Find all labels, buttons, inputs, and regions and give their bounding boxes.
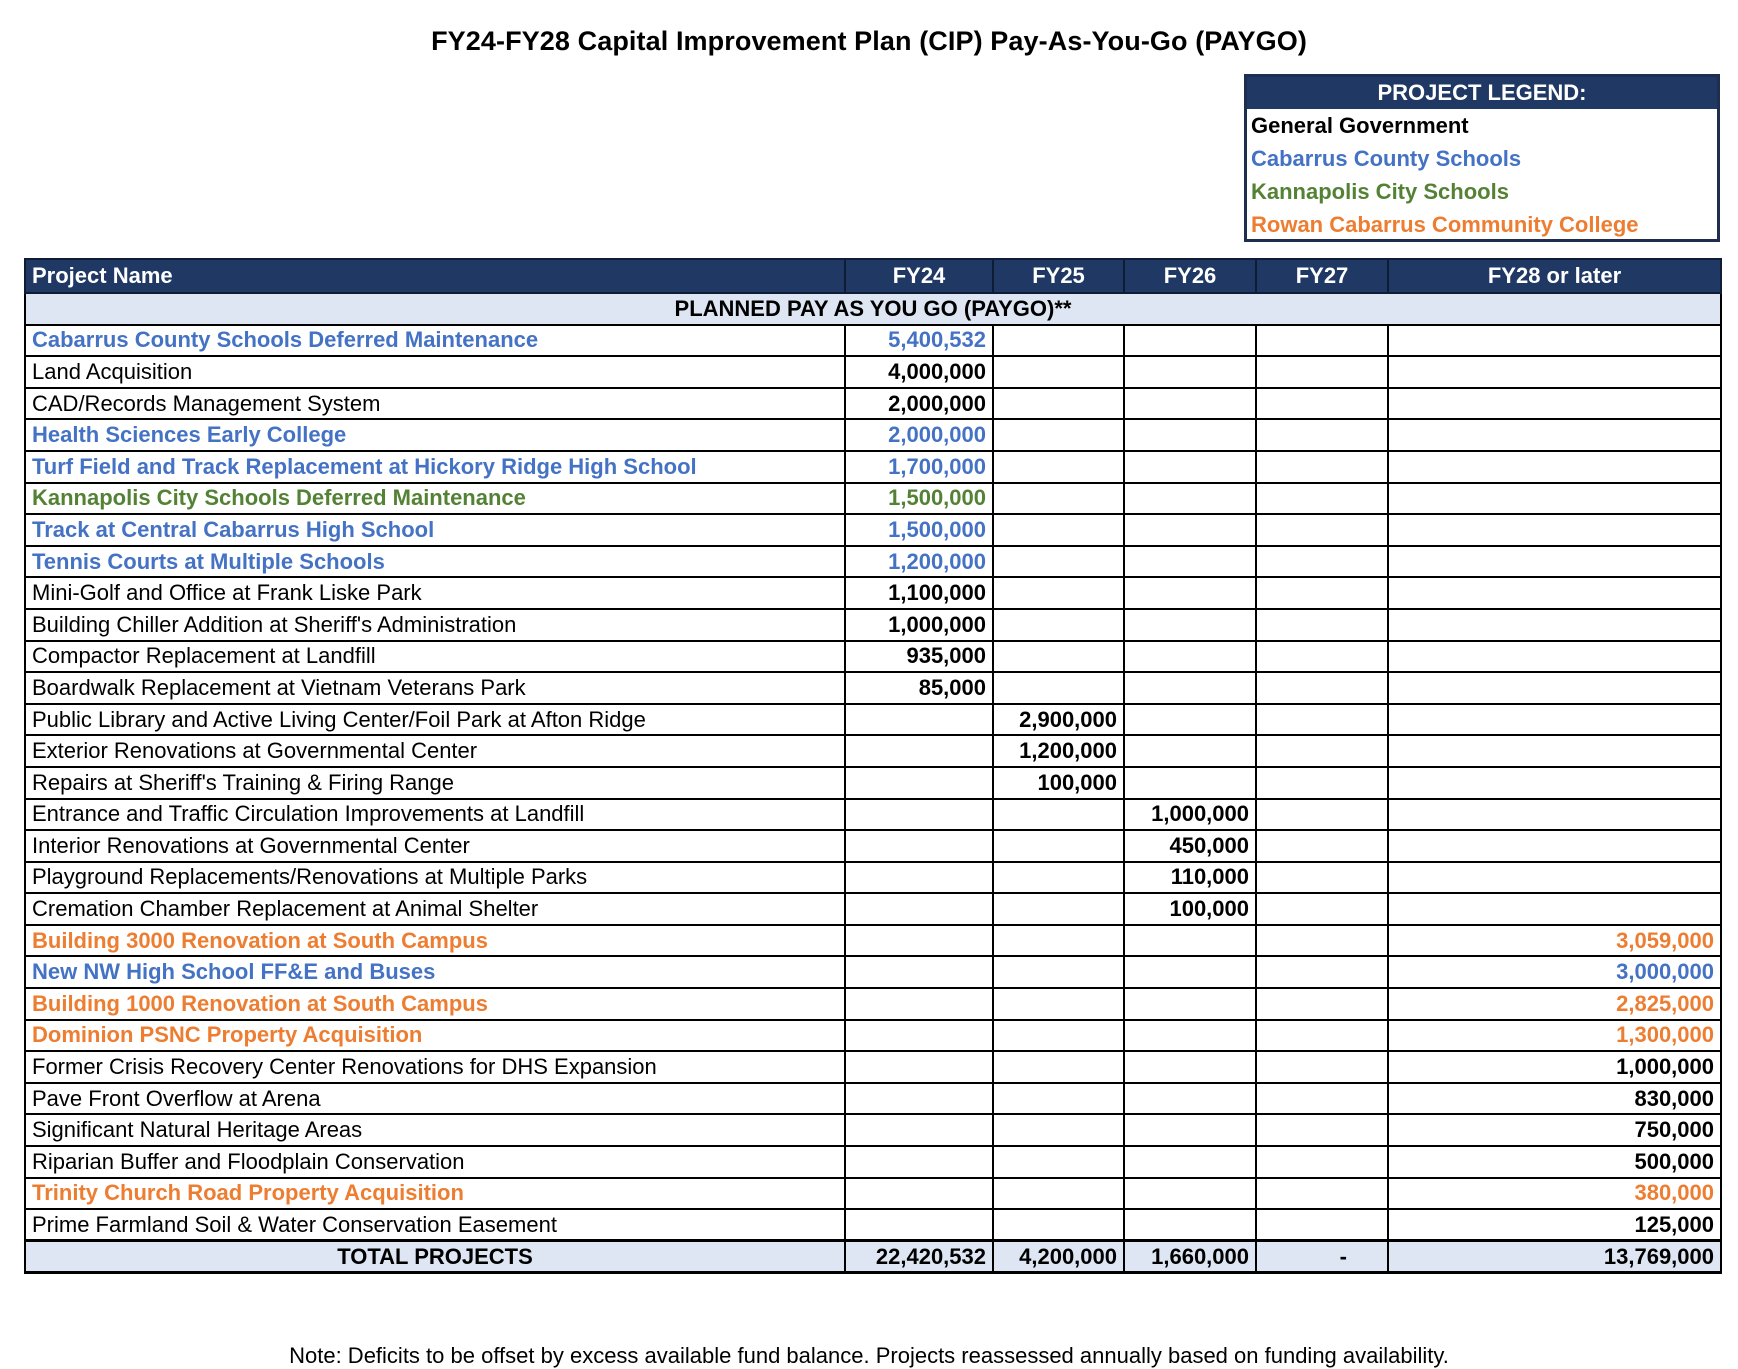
amount-cell-fy24: [845, 862, 993, 894]
amount-cell-fy25: [993, 577, 1124, 609]
amount-cell-fy27: [1256, 704, 1388, 736]
amount-cell-fy27: [1256, 325, 1388, 357]
total-fy28-or-later: 13,769,000: [1388, 1241, 1721, 1273]
amount-cell-fy28-or-later: [1388, 672, 1721, 704]
table-row: [25, 1020, 1721, 1052]
amount-cell-fy24: [845, 1114, 993, 1146]
project-name-cell: Mini-Golf and Office at Frank Liske Park: [25, 577, 845, 609]
project-legend: [1244, 74, 1720, 242]
amount-cell-fy28-or-later: 380,000: [1388, 1178, 1721, 1210]
project-name-cell: Compactor Replacement at Landfill: [25, 641, 845, 673]
project-name-cell: Significant Natural Heritage Areas: [25, 1114, 845, 1146]
total-label: TOTAL PROJECTS: [25, 1241, 845, 1273]
amount-cell-fy27: [1256, 925, 1388, 957]
amount-cell-fy25: [993, 1146, 1124, 1178]
amount-cell-fy27: [1256, 893, 1388, 925]
table-row: [25, 1083, 1721, 1115]
project-name-cell: Track at Central Cabarrus High School: [25, 514, 845, 546]
project-name-cell: Pave Front Overflow at Arena: [25, 1083, 845, 1115]
amount-cell-fy28-or-later: 3,059,000: [1388, 925, 1721, 957]
amount-cell-fy26: [1124, 1146, 1256, 1178]
amount-cell-fy28-or-later: [1388, 546, 1721, 578]
amount-cell-fy27: [1256, 419, 1388, 451]
amount-cell-fy27: [1256, 799, 1388, 831]
amount-cell-fy28-or-later: [1388, 641, 1721, 673]
total-fy24: 22,420,532: [845, 1241, 993, 1273]
amount-cell-fy27: [1256, 830, 1388, 862]
table-row: [25, 577, 1721, 609]
column-header-fy24: FY24: [845, 259, 993, 293]
amount-cell-fy25: [993, 1051, 1124, 1083]
project-name-cell: Prime Farmland Soil & Water Conservation Easement: [25, 1209, 845, 1241]
amount-cell-fy27: [1256, 514, 1388, 546]
amount-cell-fy25: [993, 419, 1124, 451]
project-name-cell: Interior Renovations at Governmental Center: [25, 830, 845, 862]
amount-cell-fy25: [993, 956, 1124, 988]
section-label: PLANNED PAY AS YOU GO (PAYGO)**: [25, 293, 1721, 325]
amount-cell-fy25: [993, 862, 1124, 894]
project-name-cell: Health Sciences Early College: [25, 419, 845, 451]
amount-cell-fy28-or-later: [1388, 356, 1721, 388]
amount-cell-fy24: [845, 1209, 993, 1241]
table-row: [25, 483, 1721, 515]
table-row: [25, 862, 1721, 894]
table-row: [25, 1051, 1721, 1083]
amount-cell-fy27: [1256, 451, 1388, 483]
amount-cell-fy28-or-later: [1388, 514, 1721, 546]
cip-table: [24, 258, 1722, 1274]
amount-cell-fy25: [993, 356, 1124, 388]
project-name-cell: Dominion PSNC Property Acquisition: [25, 1020, 845, 1052]
column-header-fy28-or-later: FY28 or later: [1388, 259, 1721, 293]
table-row: [25, 988, 1721, 1020]
amount-cell-fy27: [1256, 1051, 1388, 1083]
page-title: FY24-FY28 Capital Improvement Plan (CIP) Pay-As-You-Go (PAYGO): [431, 26, 1307, 56]
table-row: [25, 1146, 1721, 1178]
amount-cell-fy24: 1,200,000: [845, 546, 993, 578]
total-fy25: 4,200,000: [993, 1241, 1124, 1273]
project-name-cell: Repairs at Sheriff's Training & Firing Range: [25, 767, 845, 799]
amount-cell-fy26: [1124, 577, 1256, 609]
amount-cell-fy24: [845, 925, 993, 957]
project-name-cell: Trinity Church Road Property Acquisition: [25, 1178, 845, 1210]
table-row: [25, 419, 1721, 451]
project-name-cell: Turf Field and Track Replacement at Hickory Ridge High School: [25, 451, 845, 483]
amount-cell-fy24: [845, 1020, 993, 1052]
amount-cell-fy27: [1256, 1209, 1388, 1241]
amount-cell-fy26: 100,000: [1124, 893, 1256, 925]
amount-cell-fy27: [1256, 1114, 1388, 1146]
amount-cell-fy24: 1,700,000: [845, 451, 993, 483]
amount-cell-fy24: 1,000,000: [845, 609, 993, 641]
amount-cell-fy28-or-later: [1388, 830, 1721, 862]
amount-cell-fy26: 110,000: [1124, 862, 1256, 894]
column-header-project-name: Project Name: [25, 259, 845, 293]
amount-cell-fy26: [1124, 1209, 1256, 1241]
amount-cell-fy28-or-later: [1388, 704, 1721, 736]
legend-item-general-government: General Government: [1251, 113, 1469, 138]
amount-cell-fy27: [1256, 862, 1388, 894]
amount-cell-fy26: [1124, 988, 1256, 1020]
amount-cell-fy26: [1124, 325, 1256, 357]
legend-item-cabarrus-county-schools: Cabarrus County Schools: [1251, 146, 1522, 171]
project-name-cell: Land Acquisition: [25, 356, 845, 388]
table-row: [25, 735, 1721, 767]
amount-cell-fy25: 1,200,000: [993, 735, 1124, 767]
amount-cell-fy27: [1256, 577, 1388, 609]
table-row: [25, 388, 1721, 420]
amount-cell-fy27: [1256, 609, 1388, 641]
amount-cell-fy24: 935,000: [845, 641, 993, 673]
amount-cell-fy24: [845, 799, 993, 831]
amount-cell-fy26: [1124, 451, 1256, 483]
amount-cell-fy24: 1,500,000: [845, 483, 993, 515]
amount-cell-fy24: 4,000,000: [845, 356, 993, 388]
project-name-cell: Cremation Chamber Replacement at Animal Shelter: [25, 893, 845, 925]
amount-cell-fy25: [993, 988, 1124, 1020]
amount-cell-fy27: [1256, 356, 1388, 388]
table-row: [25, 830, 1721, 862]
amount-cell-fy26: [1124, 609, 1256, 641]
table-row: [25, 641, 1721, 673]
amount-cell-fy28-or-later: 500,000: [1388, 1146, 1721, 1178]
project-name-cell: CAD/Records Management System: [25, 388, 845, 420]
amount-cell-fy26: [1124, 483, 1256, 515]
amount-cell-fy28-or-later: [1388, 388, 1721, 420]
amount-cell-fy26: [1124, 1051, 1256, 1083]
column-header-fy27: FY27: [1256, 259, 1388, 293]
amount-cell-fy25: 2,900,000: [993, 704, 1124, 736]
table-row: [25, 925, 1721, 957]
amount-cell-fy24: [845, 988, 993, 1020]
amount-cell-fy24: [845, 735, 993, 767]
amount-cell-fy27: [1256, 483, 1388, 515]
project-name-cell: Cabarrus County Schools Deferred Maintenance: [25, 325, 845, 357]
amount-cell-fy26: [1124, 956, 1256, 988]
amount-cell-fy24: [845, 1051, 993, 1083]
project-name-cell: Building 1000 Renovation at South Campus: [25, 988, 845, 1020]
project-name-cell: Building Chiller Addition at Sheriff's Administration: [25, 609, 845, 641]
table-row: [25, 1209, 1721, 1241]
table-row: [25, 704, 1721, 736]
table-row: [25, 1114, 1721, 1146]
amount-cell-fy27: [1256, 767, 1388, 799]
amount-cell-fy28-or-later: [1388, 893, 1721, 925]
section-row: [25, 293, 1721, 325]
amount-cell-fy28-or-later: [1388, 767, 1721, 799]
amount-cell-fy28-or-later: 750,000: [1388, 1114, 1721, 1146]
table-row: [25, 767, 1721, 799]
amount-cell-fy24: [845, 704, 993, 736]
amount-cell-fy26: [1124, 641, 1256, 673]
amount-cell-fy25: [993, 830, 1124, 862]
amount-cell-fy25: [993, 1209, 1124, 1241]
amount-cell-fy24: [845, 893, 993, 925]
table-row: [25, 672, 1721, 704]
amount-cell-fy26: [1124, 735, 1256, 767]
amount-cell-fy25: [993, 514, 1124, 546]
amount-cell-fy28-or-later: 125,000: [1388, 1209, 1721, 1241]
amount-cell-fy27: [1256, 956, 1388, 988]
project-name-cell: New NW High School FF&E and Buses: [25, 956, 845, 988]
amount-cell-fy26: [1124, 925, 1256, 957]
footnote: Note: Deficits to be offset by excess available fund balance. Projects reassessed annually based on funding availability.: [289, 1343, 1449, 1368]
amount-cell-fy26: [1124, 546, 1256, 578]
amount-cell-fy25: [993, 641, 1124, 673]
column-header-fy25: FY25: [993, 259, 1124, 293]
amount-cell-fy28-or-later: [1388, 419, 1721, 451]
column-header-fy26: FY26: [1124, 259, 1256, 293]
amount-cell-fy25: [993, 388, 1124, 420]
amount-cell-fy28-or-later: [1388, 325, 1721, 357]
amount-cell-fy28-or-later: 1,000,000: [1388, 1051, 1721, 1083]
amount-cell-fy25: [993, 483, 1124, 515]
amount-cell-fy26: [1124, 672, 1256, 704]
table-row: [25, 799, 1721, 831]
amount-cell-fy28-or-later: [1388, 577, 1721, 609]
amount-cell-fy26: [1124, 388, 1256, 420]
amount-cell-fy25: [993, 325, 1124, 357]
amount-cell-fy27: [1256, 988, 1388, 1020]
amount-cell-fy28-or-later: 3,000,000: [1388, 956, 1721, 988]
amount-cell-fy25: [993, 1114, 1124, 1146]
amount-cell-fy25: [993, 1178, 1124, 1210]
total-fy27: -: [1256, 1241, 1388, 1273]
table-row: [25, 1178, 1721, 1210]
amount-cell-fy27: [1256, 1146, 1388, 1178]
amount-cell-fy24: 85,000: [845, 672, 993, 704]
table-row: [25, 893, 1721, 925]
amount-cell-fy24: 2,000,000: [845, 419, 993, 451]
amount-cell-fy26: [1124, 514, 1256, 546]
amount-cell-fy28-or-later: 1,300,000: [1388, 1020, 1721, 1052]
amount-cell-fy25: [993, 1083, 1124, 1115]
project-name-cell: Public Library and Active Living Center/Foil Park at Afton Ridge: [25, 704, 845, 736]
table-header-row: [25, 259, 1721, 293]
project-name-cell: Former Crisis Recovery Center Renovations for DHS Expansion: [25, 1051, 845, 1083]
table-row: [25, 451, 1721, 483]
amount-cell-fy25: [993, 893, 1124, 925]
project-name-cell: Tennis Courts at Multiple Schools: [25, 546, 845, 578]
amount-cell-fy27: [1256, 546, 1388, 578]
project-name-cell: Exterior Renovations at Governmental Center: [25, 735, 845, 767]
amount-cell-fy28-or-later: [1388, 451, 1721, 483]
amount-cell-fy24: 2,000,000: [845, 388, 993, 420]
amount-cell-fy27: [1256, 1020, 1388, 1052]
project-name-cell: Kannapolis City Schools Deferred Maintenance: [25, 483, 845, 515]
amount-cell-fy26: [1124, 1083, 1256, 1115]
amount-cell-fy25: [993, 672, 1124, 704]
amount-cell-fy25: [993, 799, 1124, 831]
amount-cell-fy27: [1256, 735, 1388, 767]
amount-cell-fy24: 5,400,532: [845, 325, 993, 357]
amount-cell-fy26: [1124, 419, 1256, 451]
amount-cell-fy25: [993, 925, 1124, 957]
amount-cell-fy24: [845, 767, 993, 799]
legend-heading: PROJECT LEGEND:: [1247, 77, 1717, 109]
amount-cell-fy25: [993, 451, 1124, 483]
amount-cell-fy27: [1256, 388, 1388, 420]
legend-item-rowan-cabarrus-community-college: Rowan Cabarrus Community College: [1251, 212, 1639, 237]
amount-cell-fy28-or-later: 2,825,000: [1388, 988, 1721, 1020]
amount-cell-fy28-or-later: [1388, 799, 1721, 831]
amount-cell-fy28-or-later: [1388, 483, 1721, 515]
amount-cell-fy26: [1124, 767, 1256, 799]
amount-cell-fy26: 450,000: [1124, 830, 1256, 862]
project-name-cell: Building 3000 Renovation at South Campus: [25, 925, 845, 957]
amount-cell-fy24: [845, 1178, 993, 1210]
amount-cell-fy26: [1124, 1178, 1256, 1210]
project-name-cell: Riparian Buffer and Floodplain Conservation: [25, 1146, 845, 1178]
project-name-cell: Entrance and Traffic Circulation Improvements at Landfill: [25, 799, 845, 831]
amount-cell-fy26: [1124, 704, 1256, 736]
amount-cell-fy26: 1,000,000: [1124, 799, 1256, 831]
legend-item-kannapolis-city-schools: Kannapolis City Schools: [1251, 179, 1509, 204]
amount-cell-fy27: [1256, 1083, 1388, 1115]
amount-cell-fy27: [1256, 1178, 1388, 1210]
amount-cell-fy25: [993, 609, 1124, 641]
table-row: [25, 325, 1721, 357]
amount-cell-fy27: [1256, 641, 1388, 673]
total-fy26: 1,660,000: [1124, 1241, 1256, 1273]
amount-cell-fy24: [845, 1083, 993, 1115]
total-row: [25, 1241, 1721, 1273]
amount-cell-fy28-or-later: [1388, 609, 1721, 641]
amount-cell-fy25: 100,000: [993, 767, 1124, 799]
amount-cell-fy24: [845, 956, 993, 988]
amount-cell-fy26: [1124, 1114, 1256, 1146]
amount-cell-fy24: 1,500,000: [845, 514, 993, 546]
amount-cell-fy28-or-later: [1388, 735, 1721, 767]
amount-cell-fy26: [1124, 1020, 1256, 1052]
amount-cell-fy24: 1,100,000: [845, 577, 993, 609]
amount-cell-fy28-or-later: [1388, 862, 1721, 894]
table-row: [25, 609, 1721, 641]
amount-cell-fy25: [993, 1020, 1124, 1052]
table-row: [25, 546, 1721, 578]
table-row: [25, 956, 1721, 988]
amount-cell-fy24: [845, 830, 993, 862]
amount-cell-fy24: [845, 1146, 993, 1178]
amount-cell-fy26: [1124, 356, 1256, 388]
amount-cell-fy25: [993, 546, 1124, 578]
table-row: [25, 514, 1721, 546]
amount-cell-fy27: [1256, 672, 1388, 704]
project-name-cell: Playground Replacements/Renovations at Multiple Parks: [25, 862, 845, 894]
table-row: [25, 356, 1721, 388]
project-name-cell: Boardwalk Replacement at Vietnam Veterans Park: [25, 672, 845, 704]
amount-cell-fy28-or-later: 830,000: [1388, 1083, 1721, 1115]
